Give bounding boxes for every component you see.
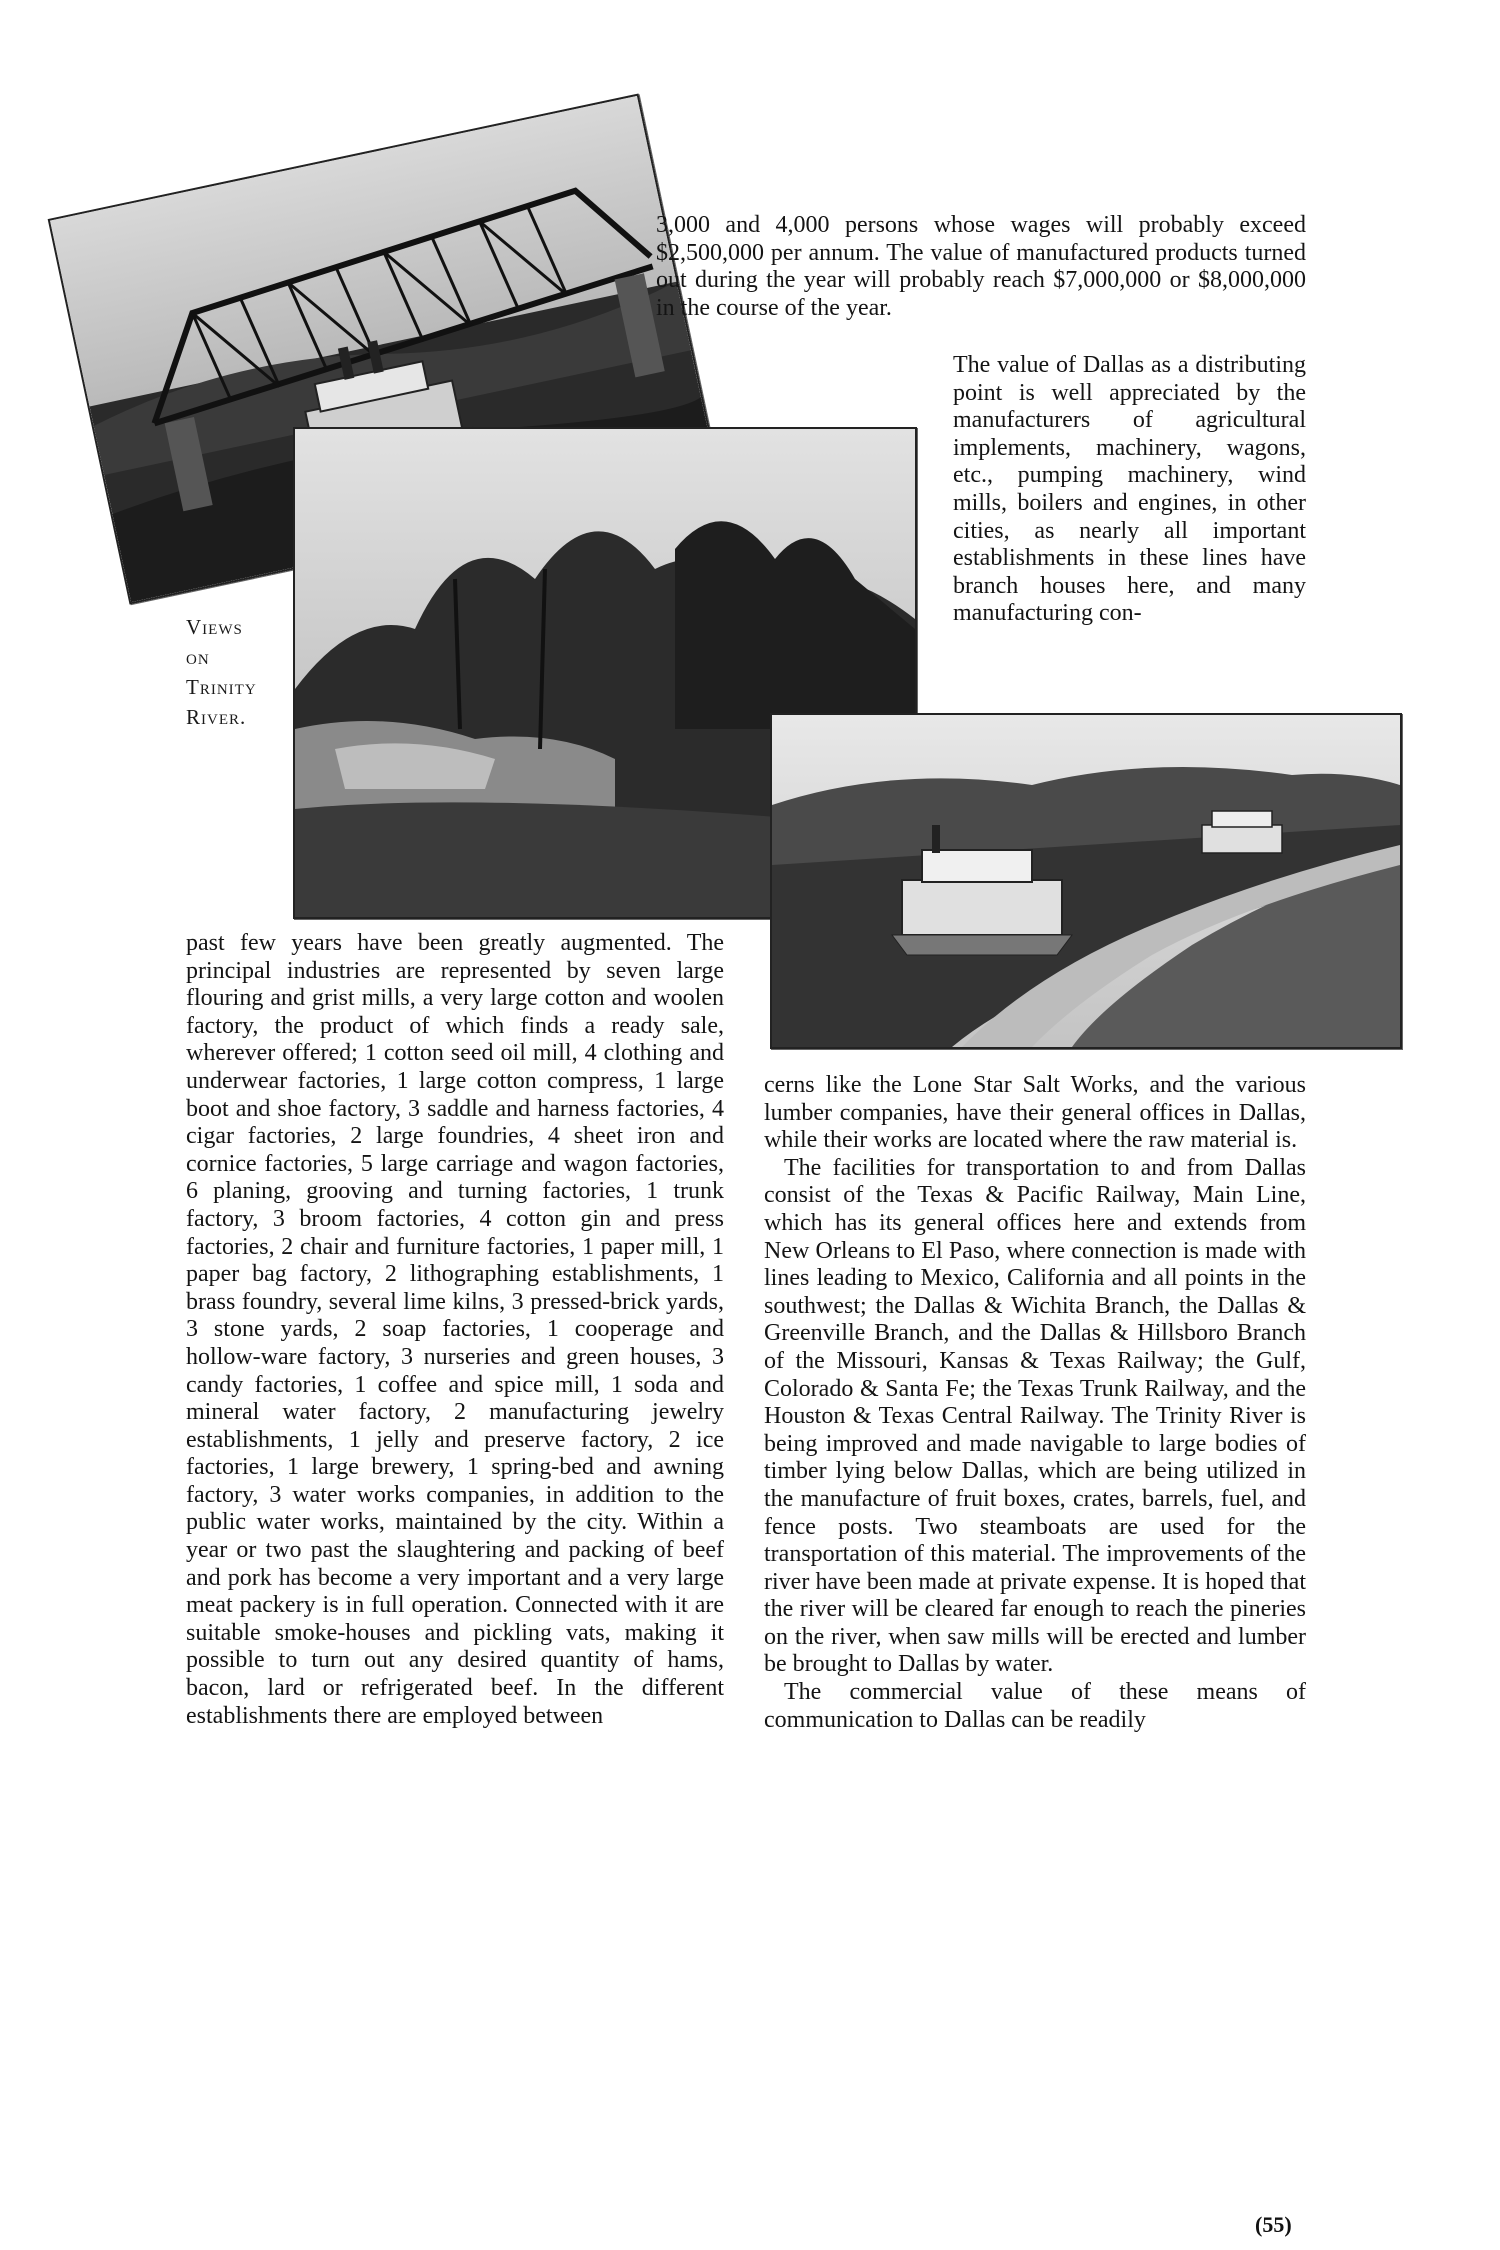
steamboats-illustration — [772, 715, 1400, 1047]
photo-caption — [186, 612, 257, 732]
beside-photo-text — [953, 352, 1306, 628]
left-column-paragraph-1: past few years have been greatly augmented. The principal industries are represented by seven large flouring and grist mills, a very large cotton and woolen factory, the product of which finds a ready sale, wherever offered; 1 cotton seed oil mill, 4 clothing and underwear factories, 1 large cotton compress, 1 large boot and shoe factory, 3 saddle and harness factories, 4 cigar factories, 2 large foundries, 4 sheet iron and cornice factories, 5 large carriage and wagon factories, 6 planing, grooving and turning factories, 1 trunk factory, 3 broom factories, 4 cotton gin and press factories, 2 chair and furniture factories, 1 paper mill, 1 paper bag factory, 2 lithographing establishments, 1 brass foundry, several lime kilns, 3 pressed-brick yards, 3 stone yards, 2 soap factories, 1 cooperage and hollow-ware factory, 3 nurseries and green houses, 3 candy factories, 1 coffee and spice mill, 1 soda and mineral water factory, 2 manufacturing jewelry establishments, 1 jelly and preserve factory, 2 ice factories, 1 large brewery, 1 spring-bed and awning factory, 3 water works companies, in addition to the public water works, maintained by the city. Within a year or two past the slaughtering and packing of beef and pork has become a very important and a very large meat packery is in full operation. Connected with it are suitable smoke-houses and pickling vats, making it possible to turn out any desired quantity of hams, bacon, lard or refrigerated beef. In the different establishments there are employed between — [186, 930, 724, 1729]
left-column — [186, 930, 724, 1730]
caption-line-3: Trinity — [186, 675, 257, 699]
right-column-paragraph-3: The commercial value of these means of communication to Dallas can be readily — [764, 1679, 1306, 1733]
top-right-paragraph-2: The value of Dallas as a distributing point is well appreciated by the manufacturers of agricultural implements, machinery, wagons, etc., pumping machinery, wind mills, boilers and engines, in other cities, as nearly all important establishments in these lines have branch houses here, and many manufacturing con- — [953, 352, 1306, 627]
right-column-paragraph-2: The facilities for transportation to and from Dallas consist of the Texas & Pacific Railway, Main Line, which has its general offices here and extends from New Orleans to El Paso, where connection is made with lines leading to Mexico, California and all points in the southwest; the Dallas & Wichita Branch, the Dallas & Greenville Branch, and the Dallas & Hillsboro Branch of the Missouri, Kansas & Texas Railway; the Gulf, Colorado & Santa Fe; the Texas Trunk Railway, and the Houston & Texas Central Railway. The Trinity River is being improved and made navigable to large bodies of timber lying below Dallas, which are being utilized in the manufacture of fruit boxes, crates, barrels, fuel, and fence posts. Two steamboats are used for the transportation of this material. The improvements of the river have been made at private expense. It is hoped that the river will be cleared far enough to reach the pineries on the river, when saw mills will be erected and lumber be brought to Dallas by water. — [764, 1154, 1306, 1678]
steamboat-back — [1202, 811, 1282, 853]
caption-line-2: on — [186, 645, 210, 669]
page-number: (55) — [1255, 2212, 1292, 2237]
caption-line-4: River. — [186, 705, 247, 729]
right-column-paragraph-1: cerns like the Lone Star Salt Works, and the various lumber companies, have their general offices in Dallas, while their works are located where the raw material is. — [764, 1072, 1306, 1154]
right-column — [764, 1072, 1306, 1734]
top-right-paragraph-1: 3,000 and 4,000 persons whose wages will probably exceed $2,500,000 per annum. The value of manufactured products turned out during the year will probably reach $7,000,000 or $8,000,000 in the course of the year. — [656, 212, 1306, 321]
caption-line-1: Views — [186, 615, 243, 639]
top-right-text — [656, 212, 1306, 322]
photo-steamboats — [770, 713, 1402, 1049]
